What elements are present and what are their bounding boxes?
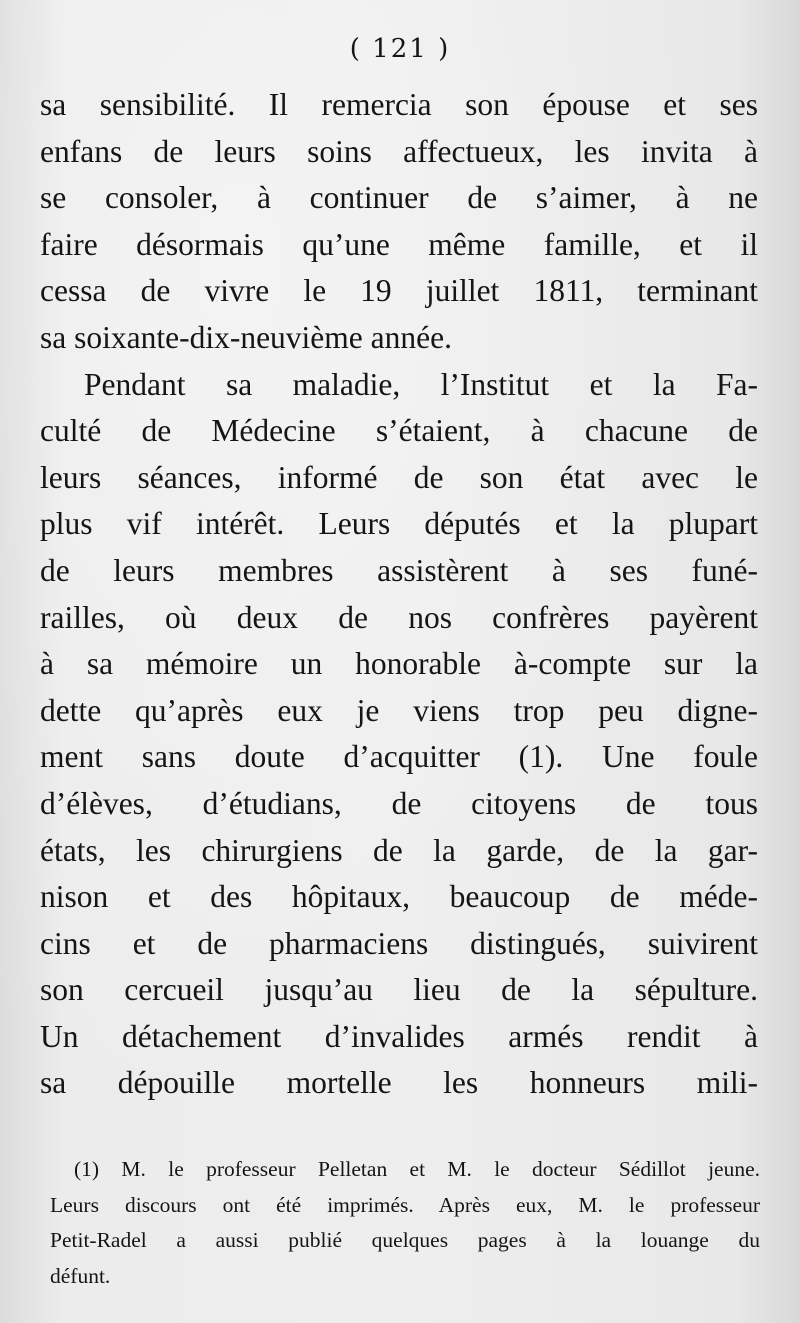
text-line: sa soixante-dix-neuvième année. <box>40 319 452 355</box>
text-line: leurs séances, informé de son état avec le <box>40 459 758 495</box>
footnote-line: défunt. <box>50 1263 111 1288</box>
text-line: cessa de vivre le 19 juillet 1811, terminant <box>40 273 758 309</box>
text-line: cins et de pharmaciens distingués, suivirent <box>40 925 758 961</box>
main-text <box>40 82 758 1107</box>
text-line: sa dépouille mortelle les honneurs mili- <box>40 1065 758 1101</box>
paragraph-1 <box>40 82 758 362</box>
text-line: ment sans doute d’acquitter (1). Une foule <box>40 739 758 775</box>
text-line: railles, où deux de nos confrères payèrent <box>40 599 758 635</box>
text-line: son cercueil jusqu’au lieu de la sépulture. <box>40 972 758 1008</box>
text-line: plus vif intérêt. Leurs députés et la plupart <box>40 506 758 542</box>
text-line: nison et des hôpitaux, beaucoup de méde- <box>40 879 758 915</box>
text-line: états, les chirurgiens de la garde, de la gar- <box>40 832 758 868</box>
footnote-line: Petit-Radel a aussi publié quelques pages à la louange du <box>50 1228 760 1253</box>
text-line: d’élèves, d’étudians, de citoyens de tous <box>40 785 758 821</box>
text-line: Pendant sa maladie, l’Institut et la Fa- <box>84 366 758 402</box>
text-line: à sa mémoire un honorable à-compte sur la <box>40 646 758 682</box>
paragraph-2 <box>40 362 758 1108</box>
text-line: culté de Médecine s’étaient, à chacune de <box>40 413 758 449</box>
footnote-line: Leurs discours ont été imprimés. Après eux, M. le professeur <box>50 1192 760 1217</box>
text-line: de leurs membres assistèrent à ses funé- <box>40 552 758 588</box>
text-line: enfans de leurs soins affectueux, les invita à <box>40 133 758 169</box>
footnote-line: (1) M. le professeur Pelletan et M. le docteur Sédillot jeune. <box>74 1157 760 1181</box>
text-line: faire désormais qu’une même famille, et il <box>40 226 758 262</box>
footnote <box>52 1152 760 1294</box>
page-number-header: ( 121 ) <box>349 34 451 64</box>
text-line: sa sensibilité. Il remercia son épouse et ses <box>40 87 758 122</box>
text-line: Un détachement d’invalides armés rendit à <box>40 1018 758 1054</box>
text-line: dette qu’après eux je viens trop peu digne- <box>40 692 758 728</box>
text-line: se consoler, à continuer de s’aimer, à ne <box>40 180 758 216</box>
